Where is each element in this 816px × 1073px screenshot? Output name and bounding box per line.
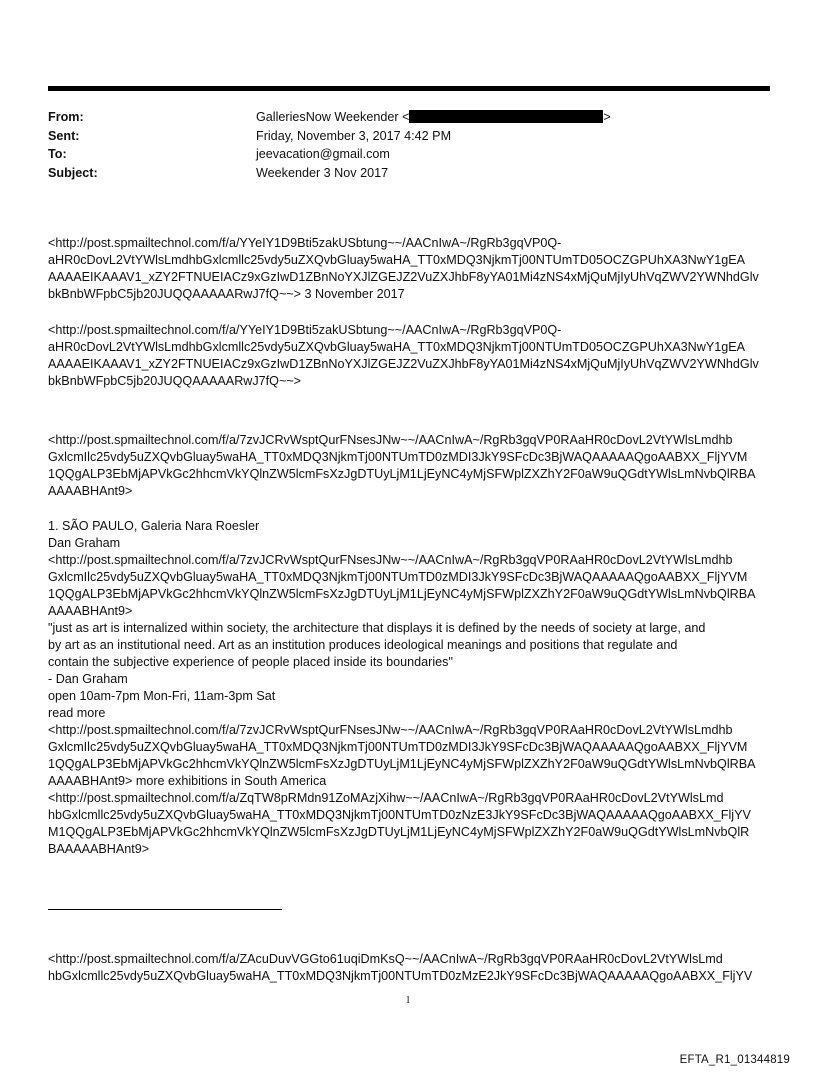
body-line: AAAAEIKAAAV1_xZY2FTNUEIACz9xGzIwD1ZBnNoYXJlZGEJZ2VuZXJhbF8yYA01Mi4zNS4xMjQuMjIyUhVqZWV2YWNhdGlv [48, 270, 759, 284]
redaction-box [409, 110, 603, 123]
sent-label: Sent: [48, 128, 80, 143]
body-line: M1QQgALP3EbMjAPVkGc2hhcmVkYQlnZW5lcmFsXzJgDTUyLjM1LjEyNC4yMjSFWplZXZhY2F0aW9uQGdtYWlsLmNvbQlR [48, 825, 750, 839]
body-block-first [48, 235, 770, 303]
from-row [48, 108, 770, 127]
page-number: 1 [405, 995, 411, 1006]
body-line: bkBnbWFpbC5jb20JUQQAAAAARwJ7fQ~~> [48, 374, 302, 388]
body-block-second [48, 322, 770, 390]
body-line: AAAABHAnt9> [48, 484, 133, 498]
body-line: BAAAAABHAnt9> [48, 842, 150, 856]
subject-label: Subject: [48, 165, 98, 180]
body-line: <http://post.spmailtechnol.com/f/a/ZqTW8pRMdn91ZoMAzjXihw~~/AACnIwA~/RgRb3gqVP0RAaHR0cDovL2VtYWlsLmd [48, 791, 724, 805]
body-line: GxlcmIlc25vdy5uZXQvbGluay5waHA_TT0xMDQ3NjkmTj00NTUmTD0zMDI3JkY9SFcDc3BjWAQAAAAAQgoAABXX_FljYVM [48, 450, 748, 464]
body-line: <http://post.spmailtechnol.com/f/a/YYeIY1D9Bti5zakUSbtung~~/AACnIwA~/RgRb3gqVP0Q- [48, 323, 562, 337]
from-label: From: [48, 110, 84, 124]
body-block-third [48, 432, 770, 500]
body-line: aHR0cDovL2VtYWlsLmdhbGxlcmllc25vdy5uZXQvbGluay5waHA_TT0xMDQ3NjkmTj00NTUmTD05OCZGPUhXA3NwY1gEA [48, 340, 746, 354]
body-line: GxlcmIlc25vdy5uZXQvbGluay5waHA_TT0xMDQ3NjkmTj00NTUmTD0zMDI3JkY9SFcDc3BjWAQAAAAAQgoAABXX_FljYVM [48, 740, 748, 754]
from-close: > [603, 110, 611, 124]
quote-line: "just as art is internalized within society, the architecture that displays it is defined by the needs of society at large, and [48, 621, 706, 635]
exhibition-heading: 1. SÃO PAULO, Galeria Nara Roesler [48, 519, 260, 533]
read-more-link[interactable]: read more [48, 706, 106, 720]
quote-line: by art as an institutional need. Art as an institution produces ideological meanings and positions that regulate and [48, 638, 678, 652]
quote-line: contain the subjective experience of people placed inside its boundaries" [48, 655, 453, 669]
body-line: <http://post.spmailtechnol.com/f/a/YYeIY1D9Bti5zakUSbtung~~/AACnIwA~/RgRb3gqVP0Q- [48, 236, 562, 250]
to-row [48, 145, 770, 164]
email-header [48, 108, 770, 182]
body-line: GxlcmIlc25vdy5uZXQvbGluay5waHA_TT0xMDQ3NjkmTj00NTUmTD0zMDI3JkY9SFcDc3BjWAQAAAAAQgoAABXX_FljYVM [48, 570, 748, 584]
opening-hours: open 10am-7pm Mon-Fri, 11am-3pm Sat [48, 689, 276, 703]
from-name: GalleriesNow Weekender < [256, 110, 410, 124]
body-line: AAAABHAnt9> [48, 604, 133, 618]
body-block-main [48, 518, 770, 858]
body-line: hbGxlcmllc25vdy5uZXQvbGluay5waHA_TT0xMDQ3NjkmTj00NTUmTD0zMzE2JkY9SFcDc3BjWAQAAAAAQgoAABXX_FljYV [48, 969, 753, 983]
body-line: <http://post.spmailtechnol.com/f/a/7zvJCRvWsptQurFNsesJNw~~/AACnIwA~/RgRb3gqVP0RAaHR0cDovL2VtYWlsLmdhb [48, 723, 733, 737]
footnote-rule [48, 909, 282, 910]
body-line: aHR0cDovL2VtYWlsLmdhbGxlcmllc25vdy5uZXQvbGluay5waHA_TT0xMDQ3NjkmTj00NTUmTD05OCZGPUhXA3NwY1gEA [48, 253, 746, 267]
body-line: 1QQgALP3EbMjAPVkGc2hhcmVkYQlnZW5lcmFsXzJgDTUyLjM1LjEyNC4yMjSFWplZXZhY2F0aW9uQGdtYWlsLmNvbQlRBA [48, 757, 756, 771]
header-top-rule [48, 86, 770, 91]
artist-name: Dan Graham [48, 536, 121, 550]
body-line: <http://post.spmailtechnol.com/f/a/7zvJCRvWsptQurFNsesJNw~~/AACnIwA~/RgRb3gqVP0RAaHR0cDovL2VtYWlsLmdhb [48, 433, 733, 447]
from-value [256, 108, 770, 127]
body-line: hbGxlcmllc25vdy5uZXQvbGluay5waHA_TT0xMDQ3NjkmTj00NTUmTD0zNzE3JkY9SFcDc3BjWAQAAAAAQgoAABXX_FljYV [48, 808, 751, 822]
body-line: <http://post.spmailtechnol.com/f/a/ZAcuDuvVGGto61uqiDmKsQ~~/AACnIwA~/RgRb3gqVP0RAaHR0cDovL2VtYWlsLmd [48, 952, 723, 966]
body-line: <http://post.spmailtechnol.com/f/a/7zvJCRvWsptQurFNsesJNw~~/AACnIwA~/RgRb3gqVP0RAaHR0cDovL2VtYWlsLmdhb [48, 553, 733, 567]
body-line: 1QQgALP3EbMjAPVkGc2hhcmVkYQlnZW5lcmFsXzJgDTUyLjM1LjEyNC4yMjSFWplZXZhY2F0aW9uQGdtYWlsLmNvbQlRBA [48, 467, 756, 481]
body-line: AAAAEIKAAAV1_xZY2FTNUEIACz9xGzIwD1ZBnNoYXJlZGEJZ2VuZXJhbF8yYA01Mi4zNS4xMjQuMjIyUhVqZWV2YWNhdGlv [48, 357, 759, 371]
body-line: bkBnbWFpbC5jb20JUQQAAAAARwJ7fQ~~> 3 November 2017 [48, 287, 405, 301]
document-stamp: EFTA_R1_01344819 [679, 1054, 790, 1066]
to-label: To: [48, 147, 67, 161]
quote-attribution: - Dan Graham [48, 672, 128, 686]
sent-row [48, 127, 770, 146]
more-exhibitions-line: AAAABHAnt9> more exhibitions in South America [48, 774, 327, 788]
body-line: 1QQgALP3EbMjAPVkGc2hhcmVkYQlnZW5lcmFsXzJgDTUyLjM1LjEyNC4yMjSFWplZXZhY2F0aW9uQGdtYWlsLmNvbQlRBA [48, 587, 756, 601]
subject-value: Weekender 3 Nov 2017 [256, 165, 389, 180]
sent-value: Friday, November 3, 2017 4:42 PM [256, 128, 452, 143]
to-value: jeevacation@gmail.com [256, 147, 390, 161]
body-block-last [48, 951, 770, 985]
subject-row [48, 164, 770, 183]
